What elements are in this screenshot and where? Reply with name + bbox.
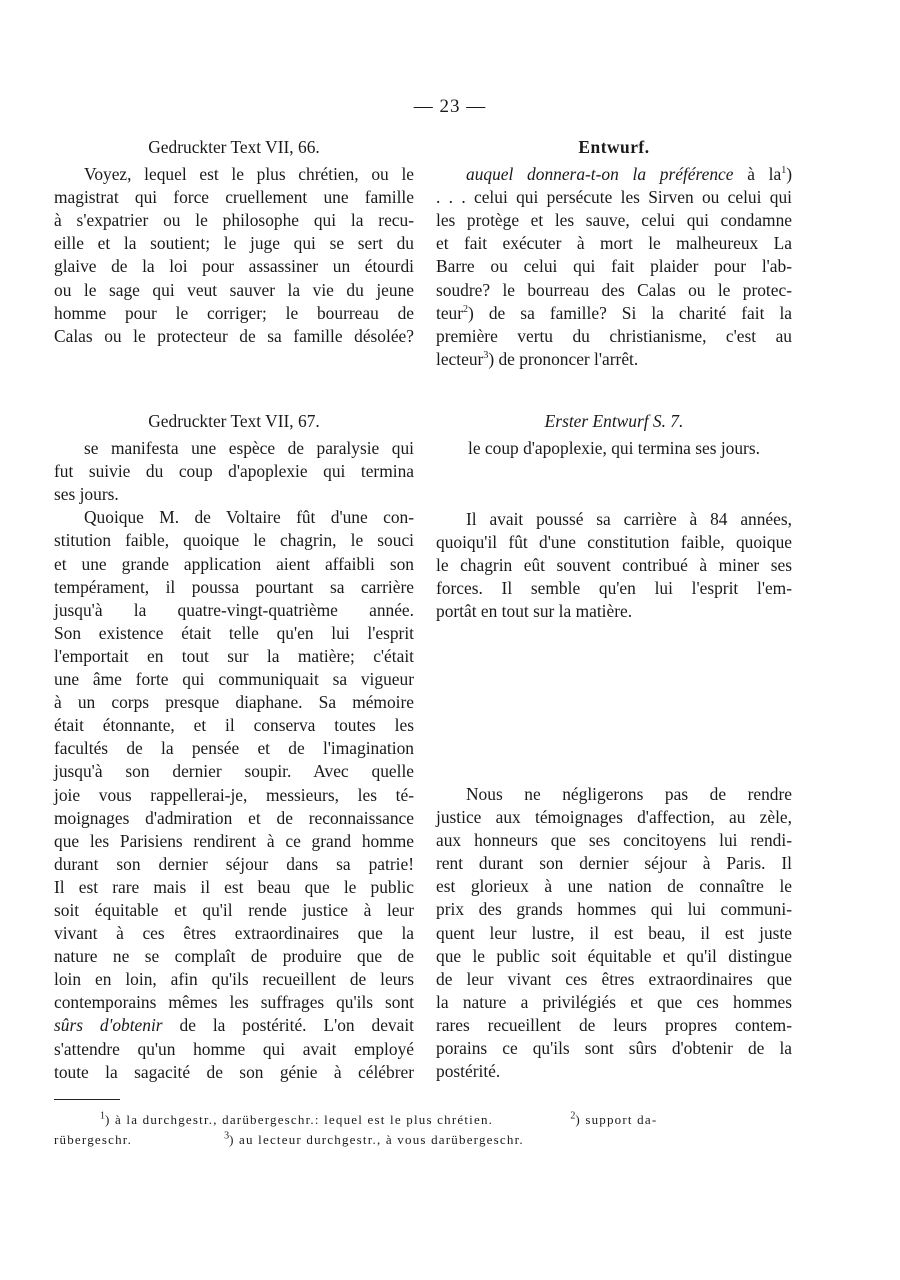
text-line: magistrat qui force cruellement une famille	[54, 187, 414, 208]
text-line: l'emportait en tout sur la matière; c'était	[54, 645, 414, 666]
text-line: glaive de la loi pour assassiner un étourdi	[54, 256, 414, 277]
text-line: Il est rare mais il est beau que le public	[54, 876, 414, 897]
text-line: vivant à ces êtres extraordinaires que la	[54, 923, 414, 944]
text-span: à la	[733, 164, 782, 185]
text-line: que les Parisiens rendirent à ce grand homme	[54, 830, 414, 851]
text-line	[54, 1014, 414, 1037]
footnote-line-2	[54, 1130, 792, 1150]
italic-text: auquel donnera-t-on la préférence	[466, 164, 734, 185]
text-line: eille et la soutient; le juge qui se sert du	[54, 233, 414, 254]
footnote-mark: 2	[463, 303, 469, 315]
text-span: lecteur	[436, 348, 484, 369]
footnote-1-text: ) à la durchgestr., darübergeschr.: lequel est le plus chrétien.	[105, 1112, 494, 1127]
printed-text-67-heading: Gedruckter Text VII, 67.	[148, 411, 320, 431]
text-line: . . . celui qui persécute les Sirven ou celui qui	[436, 187, 792, 208]
text-line: première vertu du christianisme, c'est au	[436, 325, 792, 346]
footnote-2-continuation: rübergeschr.	[54, 1132, 133, 1147]
footnote-mark: 1	[100, 1110, 105, 1122]
footnote-divider	[54, 1099, 120, 1100]
text-line: portât en tout sur la matière.	[436, 601, 633, 622]
text-line: homme pour le corriger; le bourreau de	[54, 302, 414, 323]
text-line: une âme forte qui communiquait sa vigueur	[54, 669, 414, 690]
text-line: jusqu'à son dernier soupir. Avec quelle	[54, 761, 414, 782]
first-draft-paragraph-1: le coup d'apoplexie, qui termina ses jours.	[468, 438, 760, 459]
printed-text-67-paragraph-2	[54, 506, 414, 1083]
text-line: à s'expatrier ou le philosophe qui la recu-	[54, 210, 414, 231]
text-line: Il avait poussé sa carrière à 84 années,	[466, 509, 792, 529]
text-line: jusqu'à la quatre-vingt-quatrième année.	[54, 599, 414, 620]
text-line: stitution faible, quoique le chagrin, le souci	[54, 530, 414, 551]
text-line: s'attendre qu'un homme qui avait employé	[54, 1038, 414, 1059]
footnote-mark: 2	[570, 1110, 576, 1122]
text-line: nature ne se complaît de produire que de	[54, 946, 414, 967]
text-line: Calas ou le protecteur de sa famille désolée?	[54, 325, 414, 346]
first-draft-column	[436, 410, 792, 460]
text-line: ses jours.	[54, 484, 119, 505]
text-line: Nous ne négligerons pas de rendre	[466, 784, 792, 804]
first-draft-paragraph-3-block	[436, 783, 792, 1083]
text-span: ) de prononcer l'arrêt.	[488, 348, 639, 369]
text-line: et fait exécuter à mort le malheureux La	[436, 233, 792, 254]
text-line: porains ce qu'ils sont sûrs d'obtenir de la	[436, 1038, 792, 1059]
text-line: les protège et les sauve, celui qui condamne	[436, 210, 792, 231]
text-line: aux honneurs que ses concitoyens lui rendi-	[436, 830, 792, 851]
text-line: fut suivie du coup d'apoplexie qui termina	[54, 461, 414, 482]
text-line: justice aux témoignages d'affection, au zèle,	[436, 807, 792, 828]
footnote-line-1	[54, 1110, 792, 1130]
text-line	[436, 348, 792, 371]
text-line: postérité.	[436, 1061, 501, 1082]
text-line: et une grande application aient affaibli son	[54, 553, 414, 574]
text-line: Quoique M. de Voltaire fût d'une con-	[84, 507, 414, 528]
text-line	[436, 163, 792, 186]
text-line: Voyez, lequel est le plus chrétien, ou le	[84, 164, 414, 185]
text-line: est glorieux à une nation de connaître le	[436, 876, 792, 897]
text-line: quoiqu'il fût d'une constitution faible, quoique	[436, 532, 792, 553]
text-line: que le public soit équitable et qu'il distingue	[436, 945, 792, 966]
draft-column	[436, 136, 792, 371]
printed-text-66-column	[54, 136, 414, 348]
text-span: )	[786, 164, 792, 185]
text-line	[436, 302, 792, 325]
footnote-mark: 3	[483, 350, 489, 362]
printed-text-67-paragraph-1	[54, 437, 414, 506]
text-line: Son existence était telle qu'en lui l'esprit	[54, 622, 414, 643]
first-draft-heading: Erster Entwurf S. 7.	[544, 411, 684, 431]
italic-text: sûrs d'obtenir	[54, 1015, 163, 1036]
text-span: de la postérité. L'on devait	[162, 1015, 415, 1036]
first-draft-paragraph-2	[436, 508, 792, 623]
draft-heading: Entwurf.	[578, 137, 650, 157]
text-line: de leur vivant ces êtres extraordinaires que	[436, 968, 792, 989]
text-line: tempérament, il poussa pourtant sa carrière	[54, 576, 414, 597]
first-draft-paragraph-2-block	[436, 508, 792, 623]
text-line: soit équitable et qu'il rende justice à leur	[54, 899, 414, 920]
text-line: forces. Il semble qu'en lui l'esprit l'em-	[436, 578, 792, 599]
printed-text-66-paragraph	[54, 163, 414, 348]
text-line: loin en loin, afin qu'ils recueillent de leurs	[54, 969, 414, 990]
footnotes	[54, 1110, 792, 1150]
text-line: la nature a privilégiés et que ces hommes	[436, 991, 792, 1012]
text-line: était étonnante, et il conserva toutes les	[54, 715, 414, 736]
text-line: ou le sage qui veut sauver la vie du jeune	[54, 279, 414, 300]
footnote-mark: 3	[224, 1130, 230, 1142]
text-line: moignages d'admiration et de reconnaissance	[54, 807, 414, 828]
text-line: durant son dernier séjour dans sa patrie!	[54, 853, 414, 874]
text-line: à un corps presque diaphane. Sa mémoire	[54, 692, 414, 713]
footnote-mark: 1	[781, 165, 787, 177]
text-line: rent durant son dernier séjour à Paris. Il	[436, 853, 792, 874]
text-line: joie vous rappellerai-je, messieurs, les té-	[54, 784, 414, 805]
text-span: ) de sa famille? Si la charité fait la	[468, 302, 792, 323]
text-line: prix des grands hommes qui lui communi-	[436, 899, 792, 920]
printed-text-67-column	[54, 410, 414, 1084]
first-draft-paragraph-3	[436, 783, 792, 1083]
text-line: facultés de la pensée et de l'imagination	[54, 738, 414, 759]
text-line: rares recueillent de leurs propres contem-	[436, 1014, 792, 1035]
text-line: se manifesta une espèce de paralysie qui	[84, 438, 414, 459]
footnote-3-text: ) au lecteur durchgestr., à vous darübergeschr.	[229, 1132, 524, 1147]
page-number: — 23 —	[413, 96, 487, 117]
text-line: quent leur lustre, il est beau, il est juste	[436, 922, 792, 943]
draft-paragraph	[436, 163, 792, 371]
printed-text-66-heading: Gedruckter Text VII, 66.	[148, 137, 320, 157]
text-line: soudre? le bourreau des Calas ou le protec-	[436, 279, 792, 300]
text-line: le chagrin eût souvent contribué à miner ses	[436, 555, 792, 576]
text-line: Barre ou celui qui fait plaider pour l'ab-	[436, 256, 792, 277]
text-line: contemporains mêmes les suffrages qu'ils sont	[54, 992, 414, 1013]
text-line: toute la sagacité de son génie à célébrer	[54, 1061, 414, 1082]
footnote-2-text: ) support da-	[575, 1112, 658, 1127]
text-span: teur	[436, 302, 464, 323]
